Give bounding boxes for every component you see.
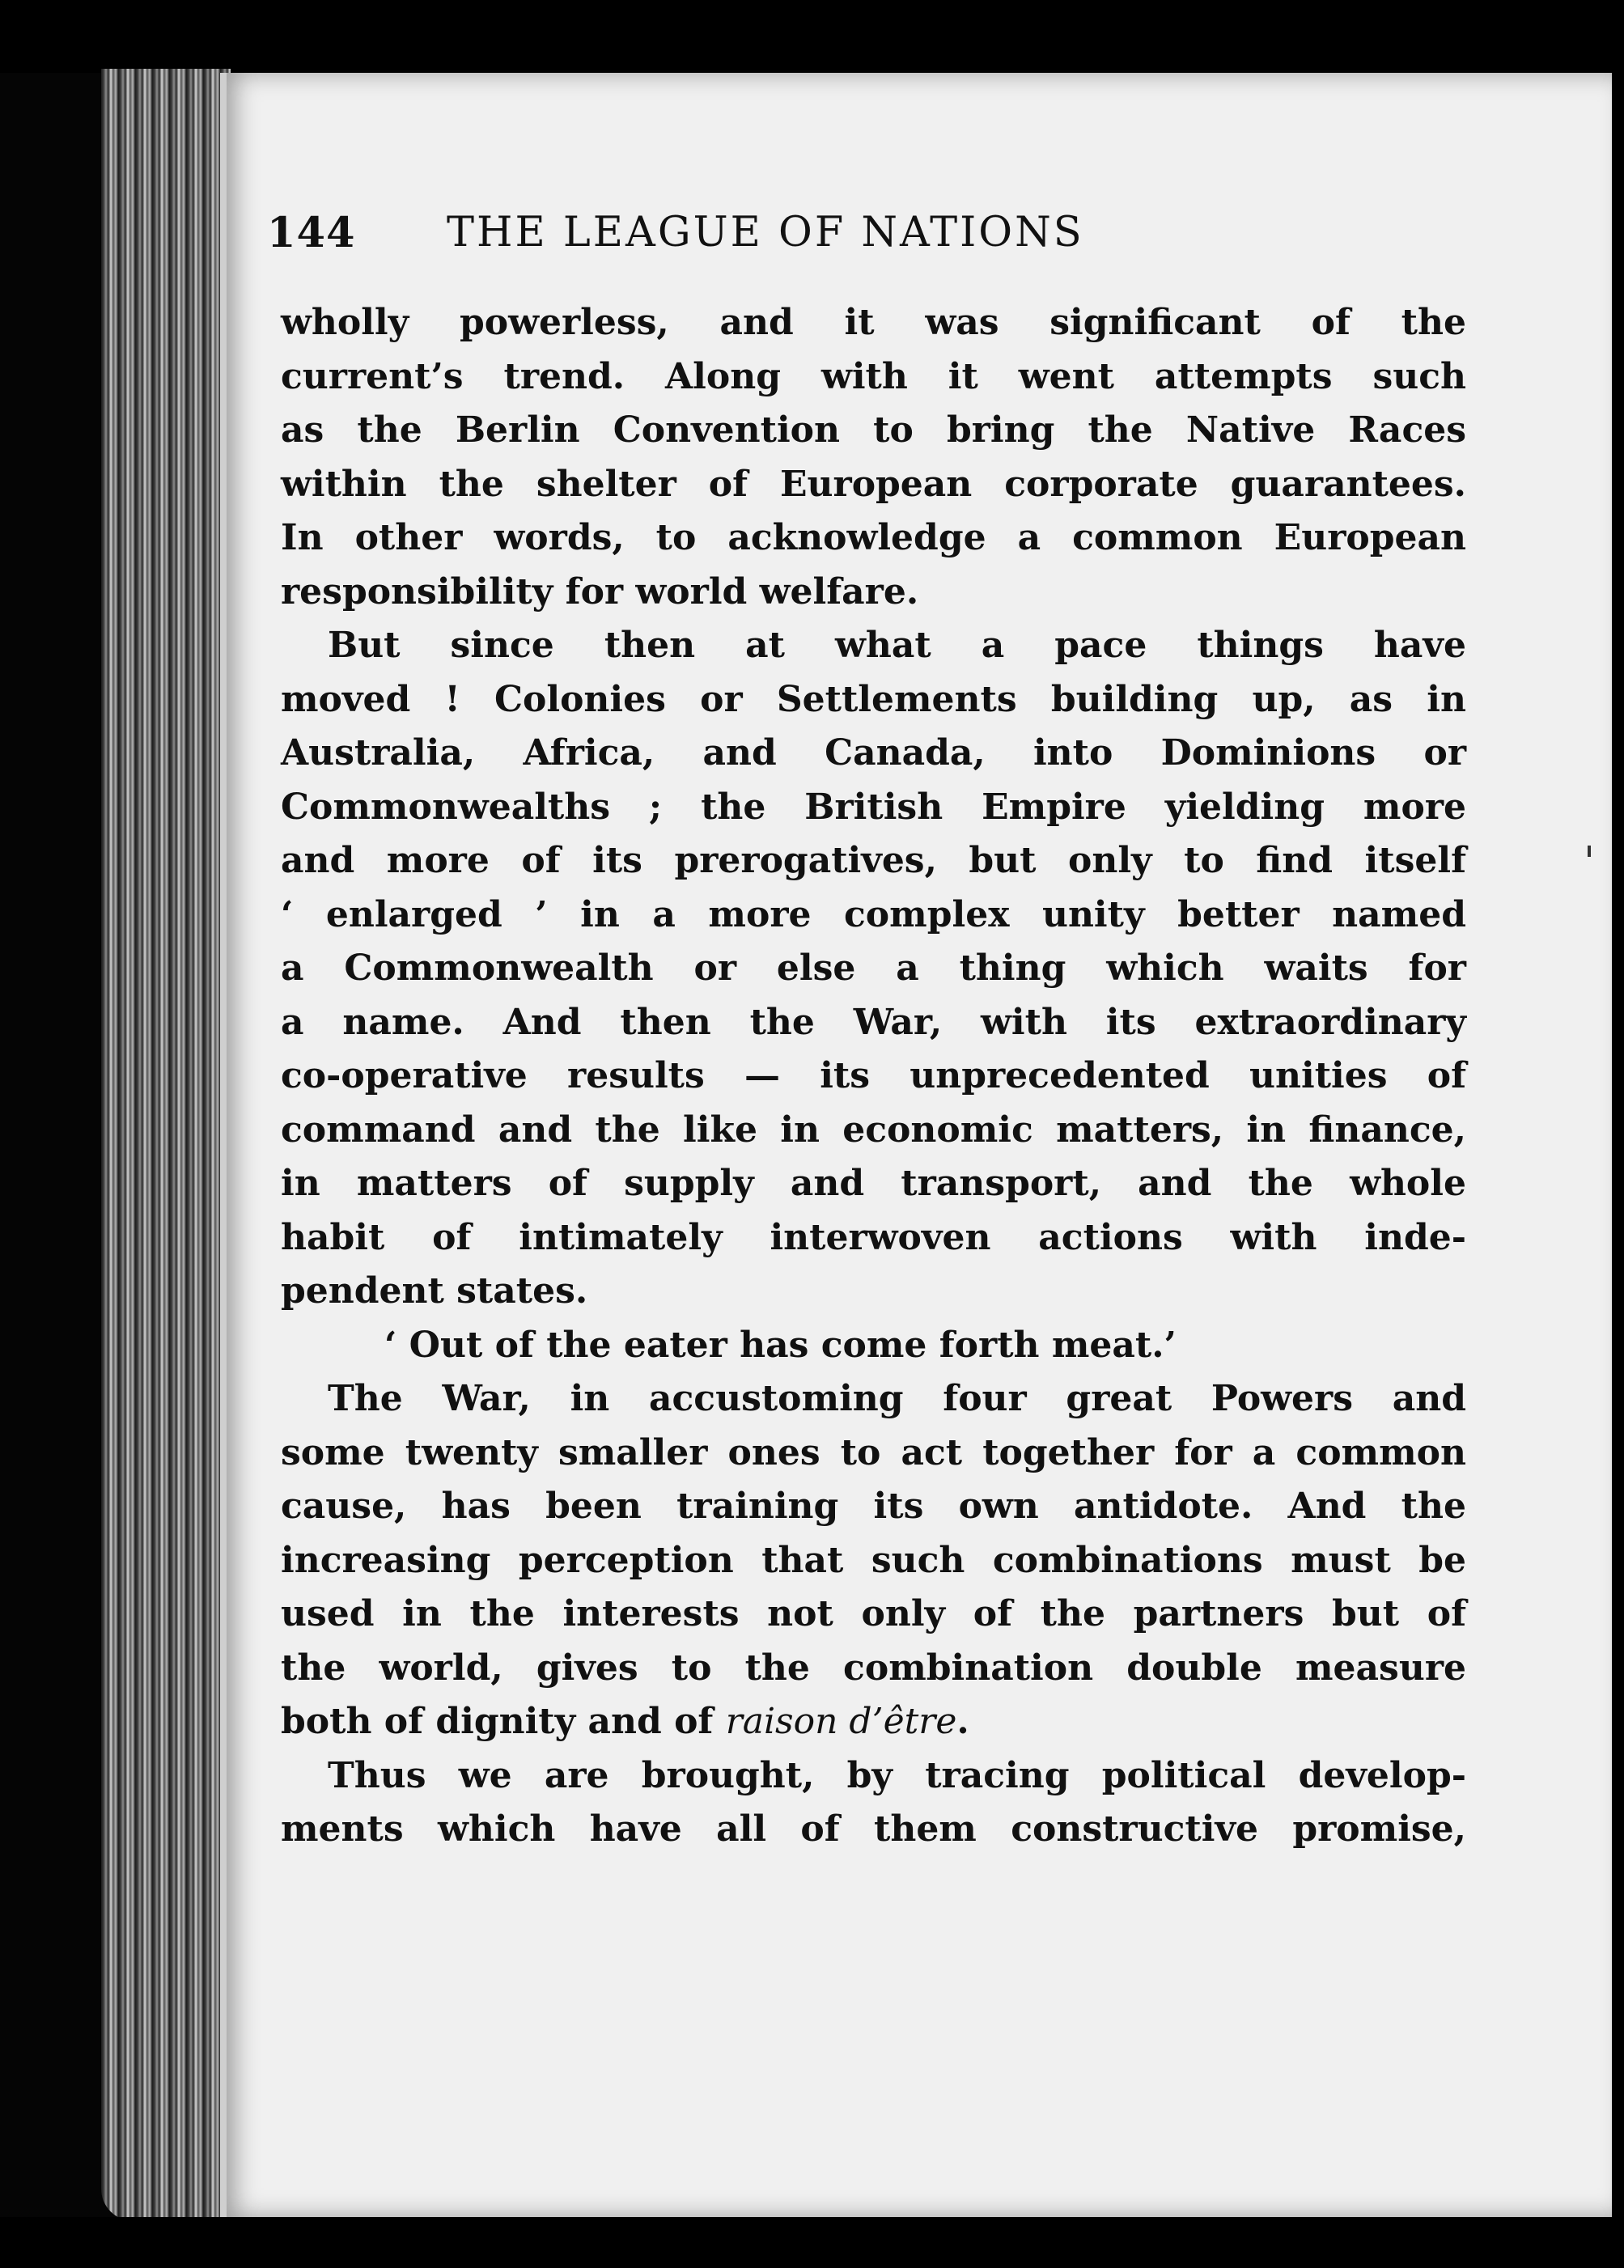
text-line: Thus we are brought, by tracing political develop-	[328, 1754, 1466, 1796]
italic-phrase: raison d’être	[725, 1701, 957, 1742]
running-head: THE LEAGUE OF NATIONS	[447, 209, 1084, 256]
text-line: wholly powerless, and it was significant of the	[281, 302, 1466, 343]
scan-bottom-shadow	[0, 2217, 1624, 2268]
text-line: a Commonwealth or else a thing which waits for	[281, 947, 1466, 989]
text-line: moved ! Colonies or Settlements building up, as in	[281, 678, 1466, 720]
text-line: used in the interests not only of the partners but of	[281, 1593, 1466, 1634]
text-line: But since then at what a pace things have	[328, 625, 1466, 666]
text-line: as the Berlin Convention to bring the Native Races	[281, 409, 1466, 451]
scan-speck	[1588, 846, 1591, 857]
text-line: cause, has been training its own antidote. And the	[281, 1486, 1466, 1527]
text-line: and more of its prerogatives, but only to find itself	[281, 840, 1466, 881]
text-line: a name. And then the War, with its extraordinary	[281, 1001, 1466, 1043]
text-line: in matters of supply and transport, and the whole	[281, 1163, 1466, 1204]
text-line: Australia, Africa, and Canada, into Dominions or	[281, 732, 1466, 774]
text-line: some twenty smaller ones to act together for a common	[281, 1431, 1466, 1473]
text-line: current’s trend. Along with it went attempts such	[281, 355, 1466, 397]
text-line: the world, gives to the combination double measure	[281, 1647, 1466, 1689]
scan-right-edge	[1612, 65, 1624, 2233]
text-line: ments which have all of them constructive promise,	[281, 1808, 1466, 1850]
text-line: responsibility for world welfare.	[281, 570, 919, 613]
text-line: ‘ Out of the eater has come forth meat.’	[384, 1324, 1177, 1366]
text-line: command and the like in economic matters, in finance,	[281, 1109, 1466, 1151]
text-line: both of dignity and of raison d’être.	[281, 1701, 969, 1742]
page-number: 144	[267, 209, 356, 257]
text-line: pendent states.	[281, 1270, 588, 1312]
text-line: habit of intimately interwoven actions with inde-	[281, 1216, 1466, 1258]
text-line: co-operative results — its unprecedented unities of	[281, 1055, 1466, 1096]
text-line: Commonwealths ; the British Empire yielding more	[281, 786, 1466, 828]
text-line: ‘ enlarged ’ in a more complex unity better named	[281, 893, 1466, 935]
book-page-edges	[101, 69, 231, 2221]
text-line: In other words, to acknowledge a common European	[281, 517, 1466, 558]
body-text	[281, 296, 1466, 1857]
page-gutter	[220, 73, 227, 2217]
text-line: The War, in accustoming four great Powers and	[328, 1378, 1466, 1419]
text-line: within the shelter of European corporate guarantees.	[281, 463, 1466, 505]
text-line: increasing perception that such combinations must be	[281, 1539, 1466, 1581]
scan-top-shadow	[0, 0, 1624, 73]
